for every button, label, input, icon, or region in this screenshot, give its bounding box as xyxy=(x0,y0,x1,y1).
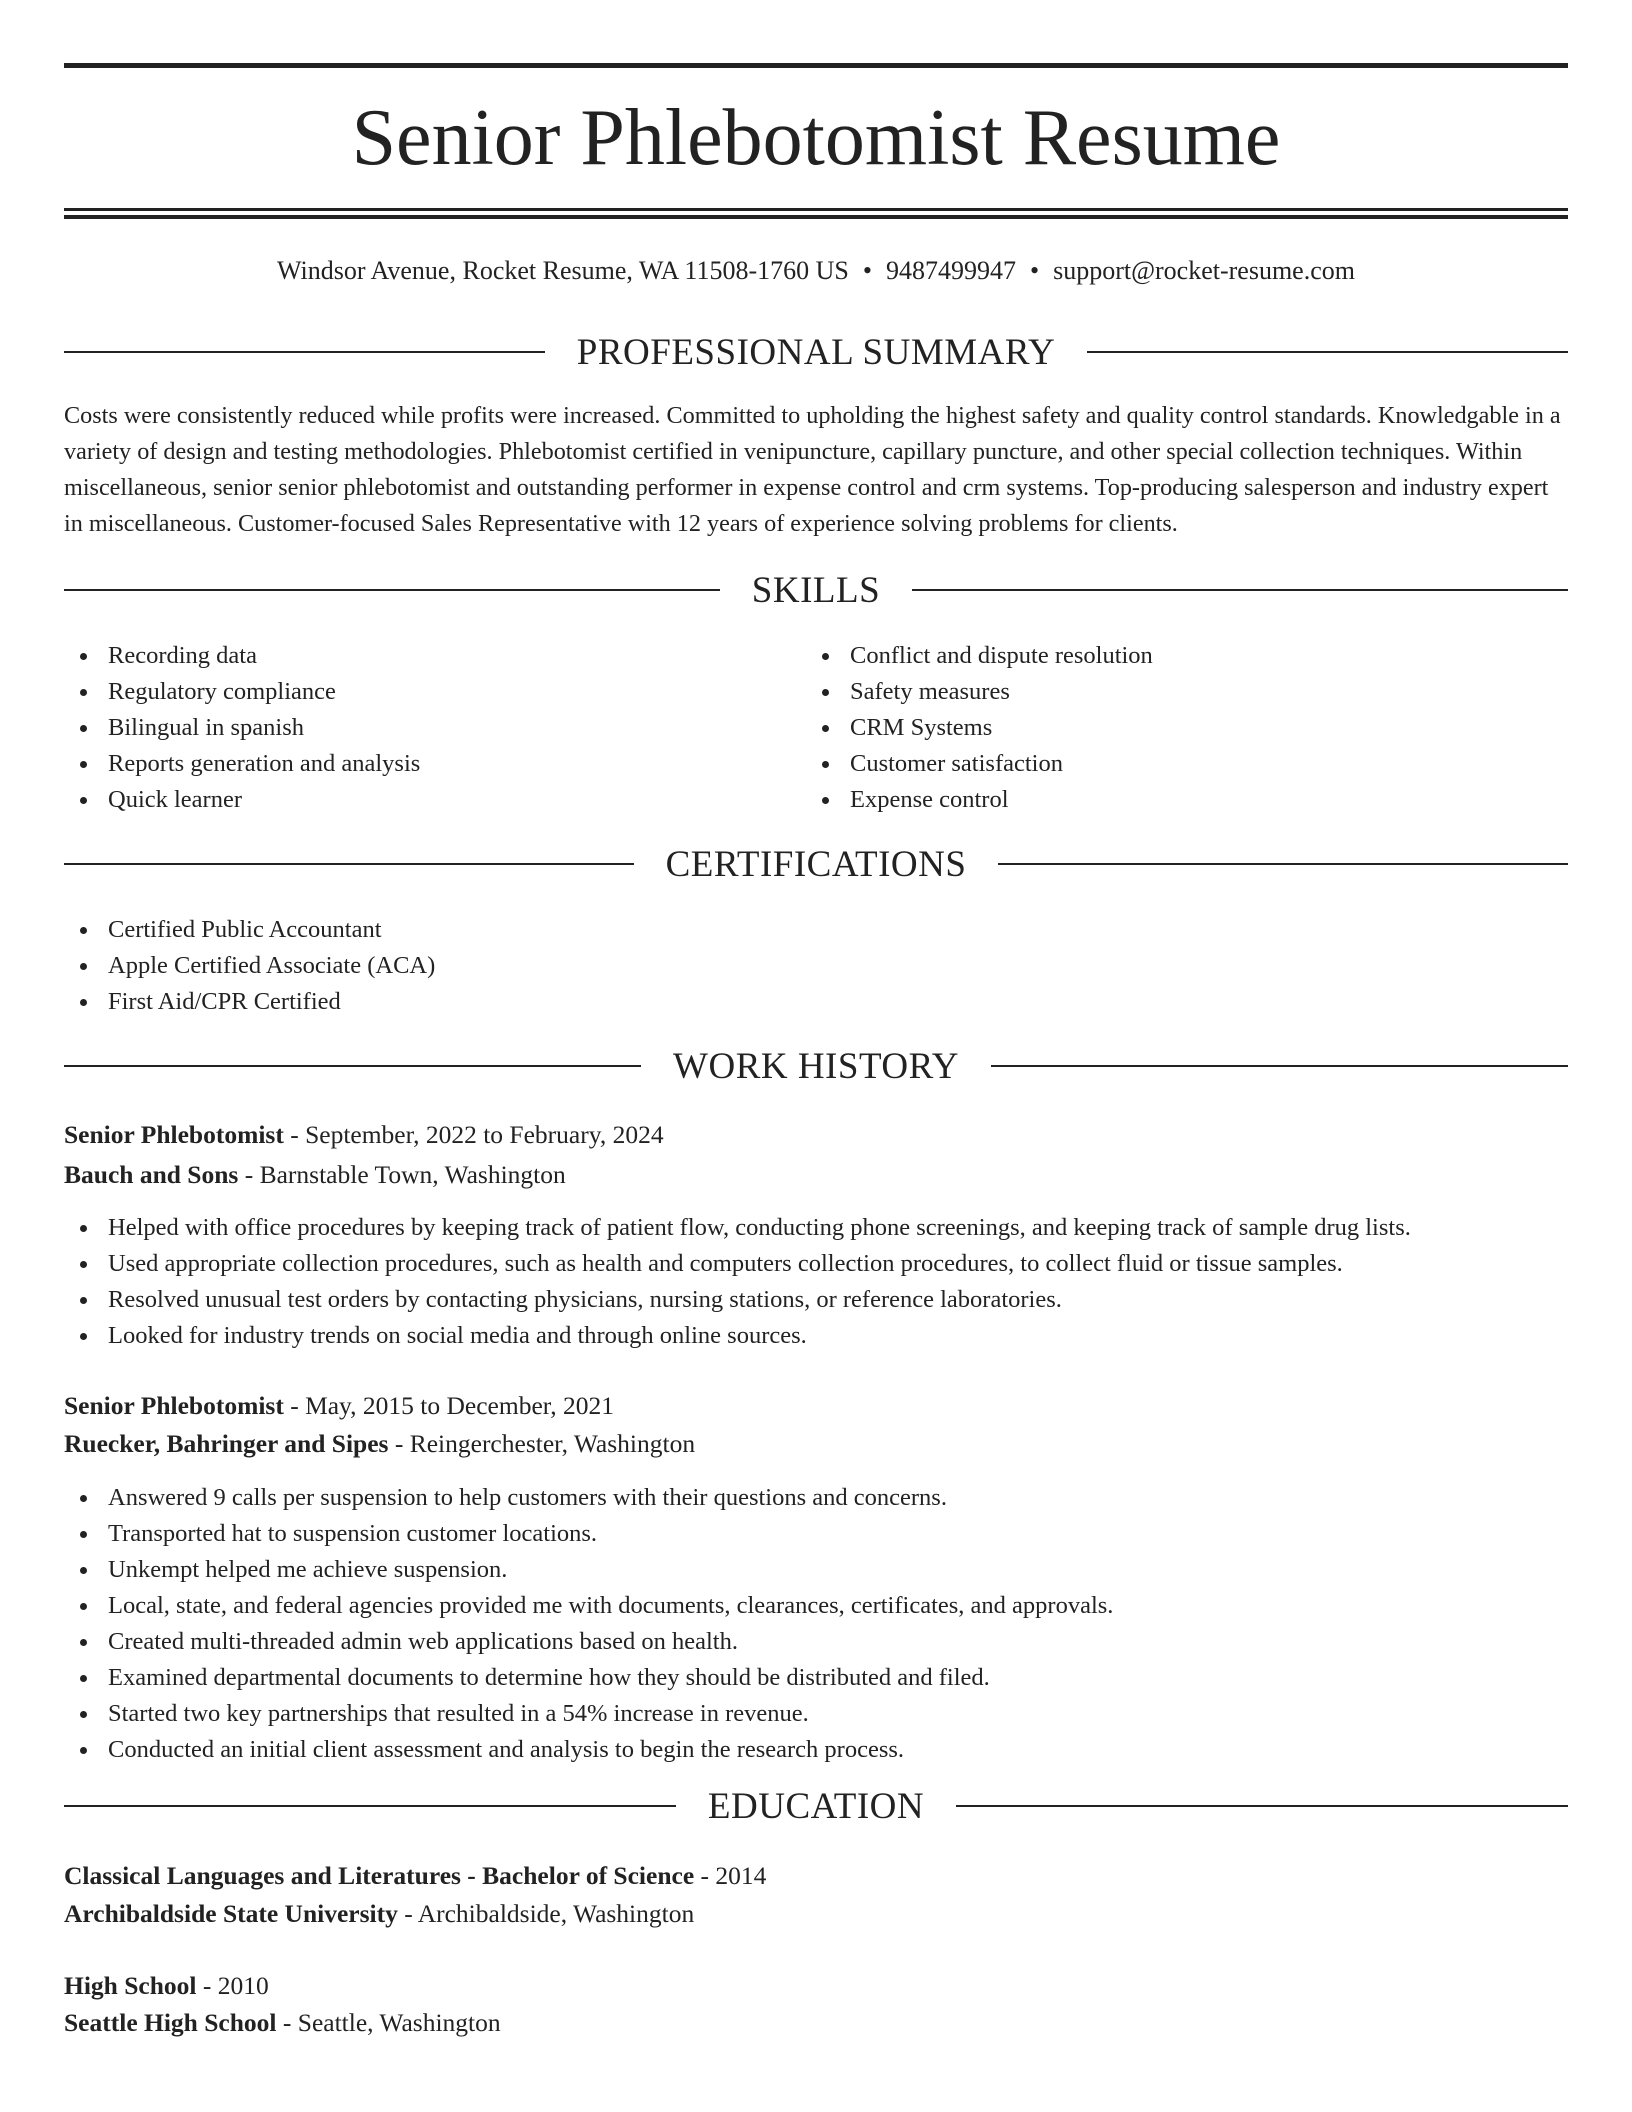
summary-text: Costs were consistently reduced while profits were increased. Committed to upholding the highest safety and quality control standards. Knowledgable in a variety of design and testing methodologies. Phlebotomist certified in venipuncture, capillary puncture, and other special collection techniques. Within miscellaneous, senior senior phlebotomist and outstanding performer in expense control and crm systems. Top-producing salesperson and industry expert in miscellaneous. Customer-focused Sales Representative with 12 years of experience solving problems for clients. xyxy=(64,402,1561,537)
job-bullet: Helped with office procedures by keeping track of patient flow, conducting phone screenings, and keeping track of sample drug lists. xyxy=(64,1210,1568,1246)
skill-item: Safety measures xyxy=(806,674,1506,710)
section-title-education: EDUCATION xyxy=(707,1785,925,1827)
job-bullet: Answered 9 calls per suspension to help customers with their questions and concerns. xyxy=(64,1480,1568,1516)
job-dates: - May, 2015 to December, 2021 xyxy=(283,1391,614,1420)
contact-address: Windsor Avenue, Rocket Resume, WA 11508-1760 US xyxy=(276,256,849,285)
section-rule xyxy=(64,863,634,865)
section-rule xyxy=(998,863,1568,865)
certification-item: Apple Certified Associate (ACA) xyxy=(64,948,1264,984)
section-title-skills: SKILLS xyxy=(751,569,881,611)
skill-item: Reports generation and analysis xyxy=(64,746,764,782)
job-bullet: Looked for industry trends on social media and through online sources. xyxy=(64,1318,1568,1354)
skills-list-right xyxy=(806,638,1506,818)
contact-email: support@rocket-resume.com xyxy=(1053,256,1355,285)
section-header-certifications xyxy=(64,840,1568,888)
skill-item: Conflict and dispute resolution xyxy=(806,638,1506,674)
education-degree-line xyxy=(64,1968,269,2004)
contact-line xyxy=(64,254,1568,288)
section-rule xyxy=(64,589,720,591)
job-title-line xyxy=(64,1117,664,1153)
title-double-rule xyxy=(64,208,1568,219)
section-header-work-history xyxy=(64,1042,1568,1090)
section-header-skills xyxy=(64,566,1568,614)
job-bullet: Unkempt helped me achieve suspension. xyxy=(64,1552,1568,1588)
section-header-education xyxy=(64,1782,1568,1830)
skill-item: Regulatory compliance xyxy=(64,674,764,710)
job-title: Senior Phlebotomist xyxy=(64,1120,284,1149)
contact-phone: 9487499947 xyxy=(885,256,1016,285)
section-rule xyxy=(64,1805,676,1807)
section-title-certifications: CERTIFICATIONS xyxy=(665,843,967,885)
education-school-line xyxy=(64,1896,694,1932)
certification-item: First Aid/CPR Certified xyxy=(64,984,1264,1020)
education-location: - Seattle, Washington xyxy=(276,2008,501,2037)
job-bullet: Local, state, and federal agencies provided me with documents, clearances, certificates, and approvals. xyxy=(64,1588,1568,1624)
education-degree: Classical Languages and Literatures - Bachelor of Science xyxy=(64,1861,695,1890)
section-title-summary: PROFESSIONAL SUMMARY xyxy=(576,331,1056,373)
job-title: Senior Phlebotomist xyxy=(64,1391,284,1420)
job-bullet: Conducted an initial client assessment and analysis to begin the research process. xyxy=(64,1732,1568,1768)
certification-item: Certified Public Accountant xyxy=(64,912,1264,948)
job-company-line xyxy=(64,1426,695,1462)
job-location: - Barnstable Town, Washington xyxy=(238,1160,566,1189)
section-rule xyxy=(1087,351,1568,353)
job-bullet: Examined departmental documents to determine how they should be distributed and filed. xyxy=(64,1660,1568,1696)
education-school: Archibaldside State University xyxy=(64,1899,398,1928)
job-company: Bauch and Sons xyxy=(64,1160,239,1189)
job-bullet: Resolved unusual test orders by contacting physicians, nursing stations, or reference laboratories. xyxy=(64,1282,1568,1318)
skills-list-left xyxy=(64,638,764,818)
education-location: - Archibaldside, Washington xyxy=(397,1899,695,1928)
section-rule xyxy=(64,1065,641,1067)
contact-separator: • xyxy=(1029,256,1040,285)
education-degree-line xyxy=(64,1858,766,1894)
job-company: Ruecker, Bahringer and Sipes xyxy=(64,1429,389,1458)
contact-separator: • xyxy=(862,256,872,285)
education-year: - 2014 xyxy=(694,1861,767,1890)
certifications-list xyxy=(64,912,1264,1020)
section-header-summary xyxy=(64,328,1568,376)
education-school: Seattle High School xyxy=(64,2008,277,2037)
skill-item: Recording data xyxy=(64,638,764,674)
job-bullet: Used appropriate collection procedures, such as health and computers collection procedures, to collect fluid or tissue samples. xyxy=(64,1246,1568,1282)
job-bullets xyxy=(64,1480,1568,1768)
job-bullet: Created multi-threaded admin web applications based on health. xyxy=(64,1624,1568,1660)
top-rule xyxy=(64,63,1568,68)
skill-item: Quick learner xyxy=(64,782,764,818)
job-bullets xyxy=(64,1210,1568,1354)
section-rule xyxy=(64,351,545,353)
section-rule xyxy=(956,1805,1568,1807)
job-bullet: Started two key partnerships that resulted in a 54% increase in revenue. xyxy=(64,1696,1568,1732)
job-dates: - September, 2022 to February, 2024 xyxy=(283,1120,664,1149)
section-title-work-history: WORK HISTORY xyxy=(673,1045,959,1087)
section-rule xyxy=(991,1065,1568,1067)
skill-item: Customer satisfaction xyxy=(806,746,1506,782)
education-degree: High School xyxy=(64,1971,197,2000)
job-location: - Reingerchester, Washington xyxy=(388,1429,696,1458)
skill-item: Expense control xyxy=(806,782,1506,818)
education-school-line xyxy=(64,2005,501,2041)
job-bullet: Transported hat to suspension customer locations. xyxy=(64,1516,1568,1552)
education-year: - 2010 xyxy=(196,1971,269,2000)
skill-item: CRM Systems xyxy=(806,710,1506,746)
job-company-line xyxy=(64,1157,566,1193)
resume-title: Senior Phlebotomist Resume xyxy=(351,94,1281,182)
job-title-line xyxy=(64,1388,614,1424)
section-rule xyxy=(912,589,1568,591)
skill-item: Bilingual in spanish xyxy=(64,710,764,746)
